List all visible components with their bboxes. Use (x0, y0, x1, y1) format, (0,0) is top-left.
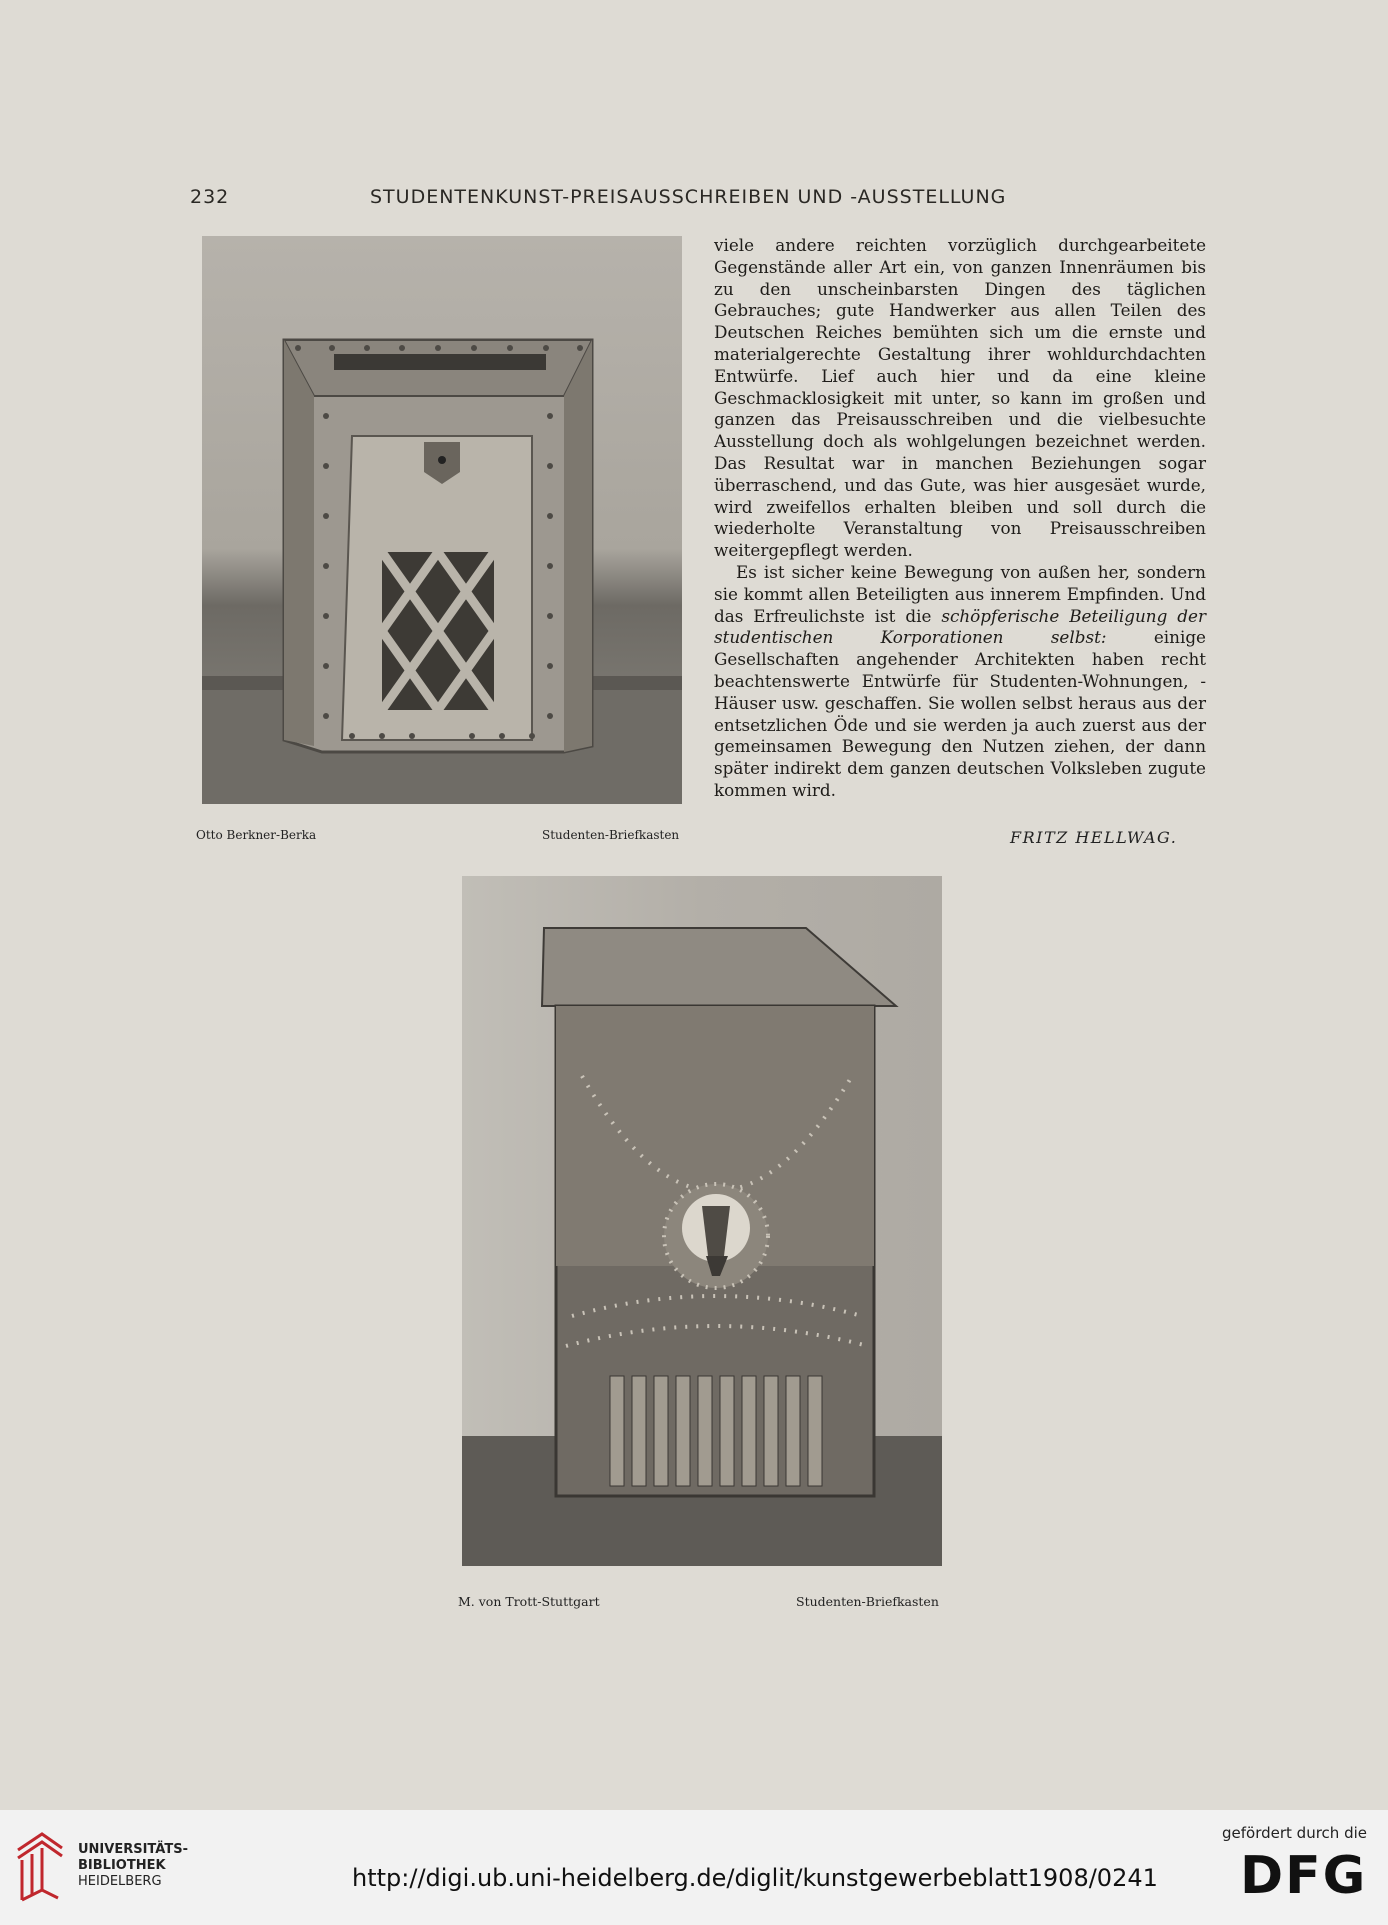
article-paragraph-1: viele andere reichten vorzüglich durchgearbeitete Gegenstände aller Art ein, von ganzen Innenräumen bis zu den unscheinbarsten Dingen des täglichen Gebrauches; gute Handwerker aus allen Teilen des Deutschen Reiches bemühten sich um die ernste und materialgerechte Gestaltung ihrer wohldurchdachten Entwürfe. Lief auch hier und da eine kleine Geschmacklosigkeit mit unter, so kann im großen und ganzen das Preisausschreiben und die vielbesuchte Ausstellung doch als wohlgelungen bezeichnet werden. Das Resultat war in manchen Beziehungen sogar überraschend, und das Gute, was hier ausgesäet wurde, wird zweifellos erhalten bleiben und soll durch die wiederholte Veranstaltung von Preisausschreiben weitergepflegt werden. (714, 235, 1206, 561)
paragraph-2-end: einige Gesellschaften angehender Architekten haben recht beachtenswerte Entwürfe für Studenten-Wohnungen, -Häuser usw. geschaffen. Sie wollen selbst heraus aus der entsetzlichen Öde und sie werden ja auch zuerst aus der gemeinsamen Bewegung den Nutzen ziehen, der dann später indirekt dem ganzen deutschen Volksleben zugute kommen wird. (714, 627, 1206, 800)
ub-line-1: UNIVERSITÄTS- (78, 1842, 188, 1857)
ub-line-3: HEIDELBERG (78, 1874, 162, 1889)
article-author: FRITZ HELLWAG. (1010, 828, 1178, 847)
figure-2-caption-title: Studenten-Briefkasten (796, 1594, 939, 1609)
ub-heidelberg-logo[interactable] (12, 1828, 192, 1908)
running-header (190, 186, 1040, 216)
figure-2-caption-artist: M. von Trott-Stuttgart (458, 1594, 600, 1609)
photo-briefkasten-trott (462, 876, 942, 1566)
paragraph-2-start: Es ist sicher keine Bewegung von außen her, sondern sie kommt allen Beteiligten aus innerem Empfinden. Und das Erfreulichste ist die (714, 561, 1206, 626)
page-number: 232 (190, 186, 230, 208)
permalink-url[interactable]: http://digi.ub.uni-heidelberg.de/diglit/kunstgewerbeblatt1908/0241 (352, 1864, 1158, 1892)
ub-logo-icon (12, 1830, 68, 1906)
article-body (714, 235, 1206, 802)
figure-1-caption-title: Studenten-Briefkasten (542, 828, 680, 842)
dfg-logo[interactable]: DFG (1240, 1846, 1368, 1906)
ub-logo-text (78, 1842, 188, 1890)
photo-briefkasten-berkner (202, 236, 682, 804)
running-title: STUDENTENKUNST-PREISAUSSCHREIBEN UND -AUSSTELLUNG (370, 186, 1007, 208)
mailbox-2-illustration (462, 876, 942, 1566)
figure-1-caption-artist: Otto Berkner-Berka (196, 828, 317, 842)
funding-note: gefördert durch die (1222, 1824, 1367, 1842)
mailbox-1-illustration (202, 236, 682, 804)
ub-line-2: BIBLIOTHEK (78, 1858, 166, 1873)
article-paragraph-2 (714, 562, 1206, 802)
paragraph-2-emphasis: schöpferische Beteiligung der studentischen Korporationen selbst: (714, 605, 1206, 648)
